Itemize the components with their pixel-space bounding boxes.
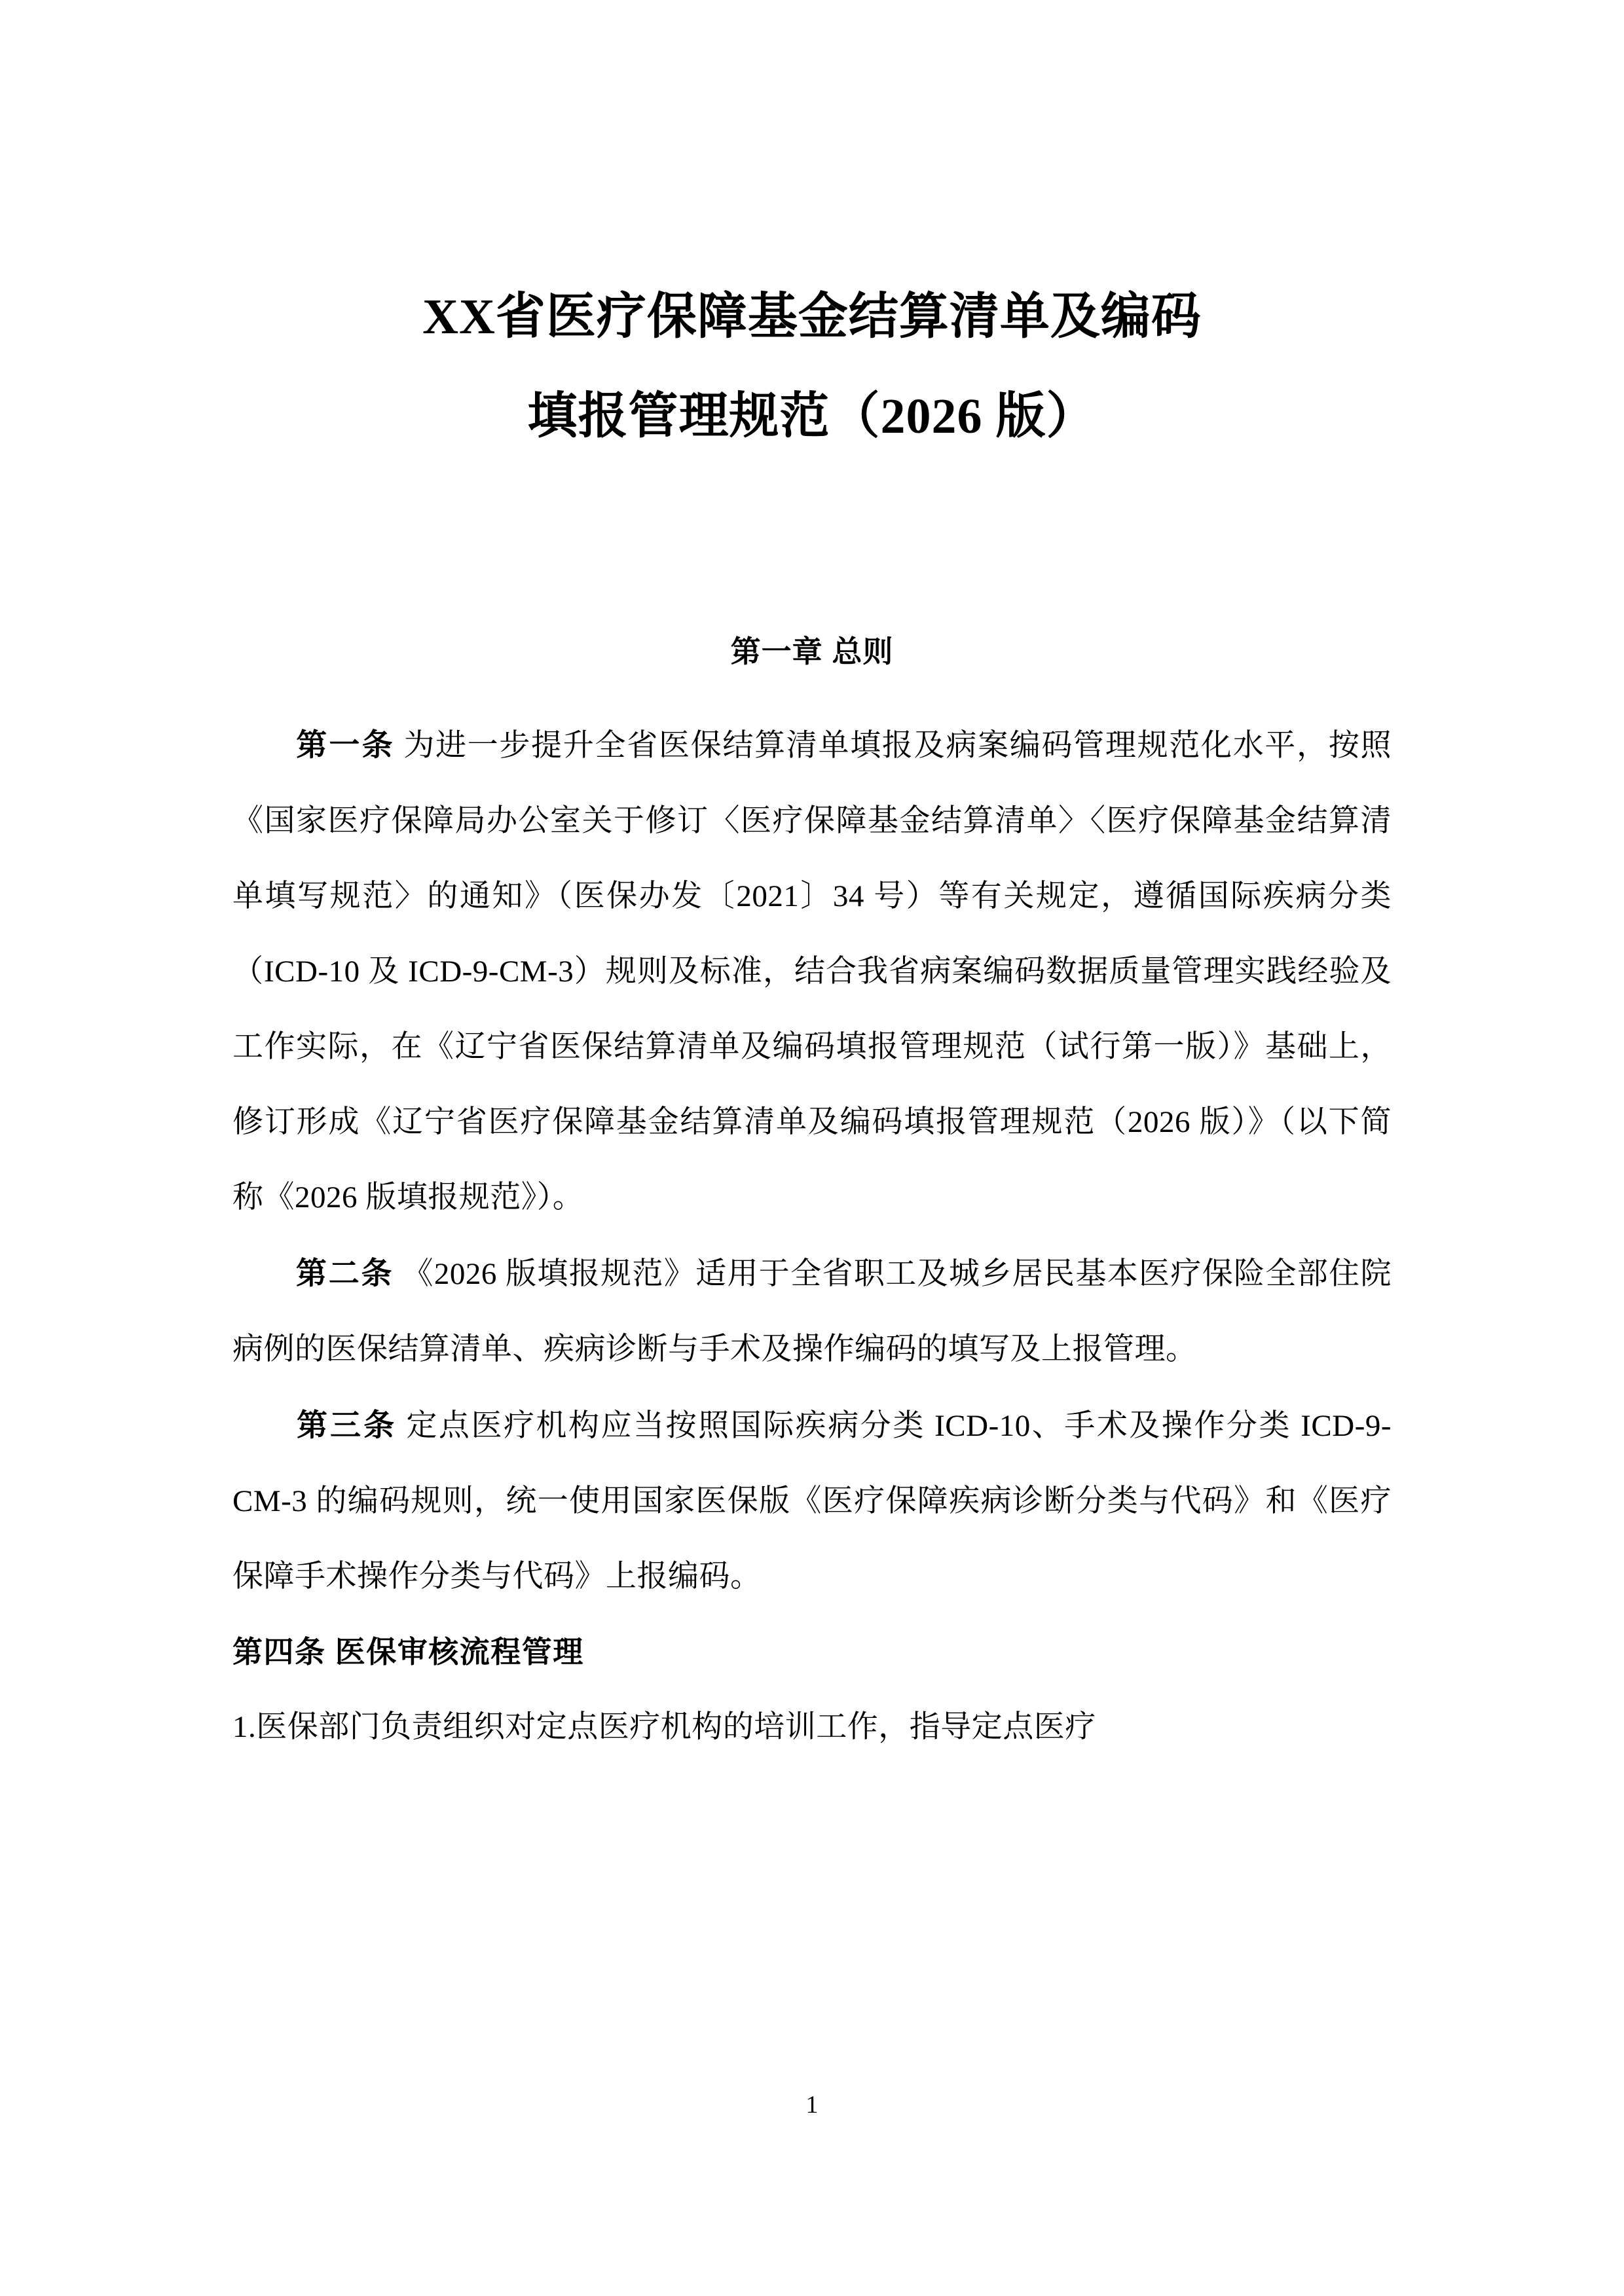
document-title-line-1: XX省医疗保障基金结算清单及编码	[422, 289, 1202, 344]
list-item-text-1: 1.医保部门负责组织对定点医疗机构的培训工作，指导定点医疗	[232, 1710, 1096, 1744]
article-label-3: 第三条	[295, 1408, 397, 1442]
article-body-3: 定点医疗机构应当按照国际疾病分类 ICD-10、手术及操作分类 ICD-9-CM-3 的编码规则，统一使用国家医保版《医疗保障疾病诊断分类与代码》和《医疗保障手术操作分类与代码》上报编码。	[232, 1409, 1392, 1594]
article-label-4: 第四条	[232, 1635, 326, 1669]
body-text-column	[232, 707, 1392, 1765]
article-body-4: 医保审核流程管理	[335, 1635, 584, 1669]
page-number: 1	[805, 2091, 819, 2119]
article-paragraph-3	[232, 1387, 1392, 1614]
article-body-2: 《2026 版填报规范》适用于全省职工及城乡居民基本医疗保险全部住院病例的医保结算清单、疾病诊断与手术及操作编码的填写及上报管理。	[232, 1257, 1392, 1366]
article-paragraph-1	[232, 707, 1392, 1235]
article-paragraph-4	[232, 1614, 1392, 1690]
article-body-1: 为进一步提升全省医保结算清单填报及病案编码管理规范化水平，按照《国家医疗保障局办公室关于修订〈医疗保障基金结算清单〉〈医疗保障基金结算清单填写规范〉的通知》（医保办发〔2021〕34 号）等有关规定，遵循国际疾病分类（ICD-10 及 ICD-9-CM-3）规则及标准，结合我省病案编码数据质量管理实践经验及工作实际，在《辽宁省医保结算清单及编码填报管理规范（试行第一版）》基础上，修订形成《辽宁省医疗保障基金结算清单及编码填报管理规范（2026 版）》（以下简称《2026 版填报规范》）。	[232, 729, 1392, 1214]
article-paragraph-2	[232, 1235, 1392, 1387]
chapter-heading: 第一章 总则	[730, 634, 894, 668]
document-title	[0, 282, 1624, 452]
article-label-2: 第二条	[295, 1256, 394, 1290]
document-title-line-2: 填报管理规范（2026 版）	[527, 389, 1097, 444]
article-label-1: 第一条	[295, 727, 395, 762]
list-item	[232, 1690, 1392, 1765]
